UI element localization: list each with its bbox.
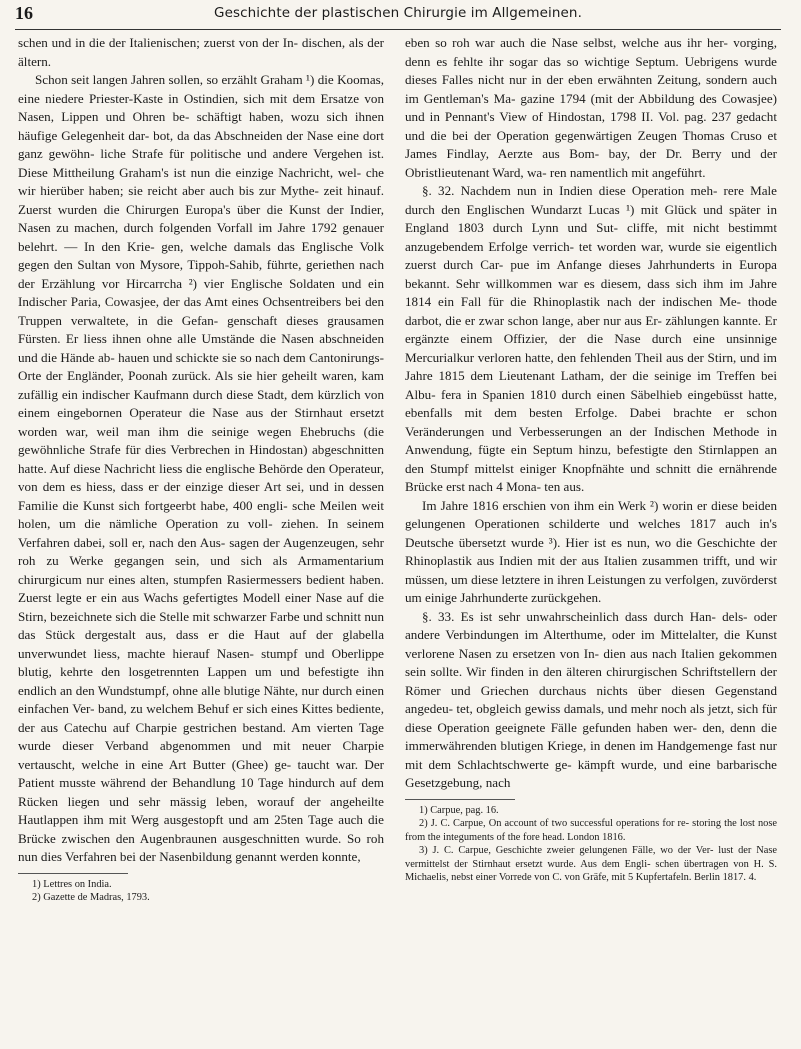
running-head: Geschichte der plastischen Chirurgie im Allgemeinen. — [214, 5, 582, 21]
right-paragraph-1: eben so roh war auch die Nase selbst, welche aus ihr her- vorging, denn es fehlte ihr sogar das so wichtige Septum. Uebrigens wurde dieses Falles nicht nur in der eben erwähnten Zeitung, sondern auch im Gentleman's Ma- gazine 1794 (mit der Abbildung des Cowasjee) und in Pennant's View of Hindostan, 1798 II. Vol. pag. 237 gedacht und die bei der Operation gegenwärtigen Zeugen Thomas Cruso et James Findlay, Aerzte aus Bom- bay, der Dr. Berry und der Obristlieutenant Ward, wa- ren namentlich mit angeführt. — [405, 35, 777, 180]
footnote: 2) Gazette de Madras, 1793. — [32, 892, 150, 903]
left-column — [18, 34, 384, 905]
footnote: 1) Lettres on India. — [32, 878, 112, 890]
footnote: 3) J. C. Carpue, Geschichte zweier gelungenen Fälle, wo der Ver- lust der Nase vermittelst der Stirnhaut ersetzt wurde. Aus dem Engli- schen übertragen von H. S. Michaelis, nebst einer Vorrede von C. von Gräfe, mit 5 Kupfertafeln. Berlin 1817. 4. — [405, 845, 777, 883]
right-footnotes — [405, 804, 777, 885]
right-paragraph-3: Im Jahre 1816 erschien von ihm ein Werk ²) worin er diese beiden gelungenen Operationen schilderte und welches 1817 auch in's Deutsche übersetzt wurde ³). Hier ist es nun, wo die Geschichte der Rhinoplastik aus Indien mit der aus Italien zusammen trifft, und wir müssen, um diese letztere in ihren Leistungen zu verfolgen, zuvörderst um einige Jahrhunderte zurückgehen. — [405, 497, 777, 605]
footnote-rule — [18, 873, 128, 874]
right-column — [405, 34, 777, 885]
footnote-rule — [405, 799, 515, 800]
left-paragraph-2: Schon seit langen Jahren sollen, so erzählt Graham ¹) die Koomas, eine niedere Priester-Kaste in Ostindien, sich mit dem Ersatze von Nasen, Lippen und Ohren be- schäftigt haben, wozu sich ihnen häufige Gelegenheit dar- bot, da das Abschneiden der Nase eine dort ganz gewöhn- liche Strafe für politische und andere Vergehen ist. Diese Mittheilung Graham's ist nun die einzige Nachricht, wel- che wir hierüber haben; sie reicht aber auch bis zur Mythe- zeit hinauf. Zuerst wurden die Chirurgen Europa's über die Kunst der Indier, Nasen zu machen, durch folgenden Vorfall im Jahre 1792 genauer belehrt. — In den Krie- gen, welche damals das Englische Volk gegen den Sultan von Mysore, Tippoh-Sahib, führte, geriethen nach der Erzählung vor Hircarrcha ²) vier Englische Soldaten und ein Indischer Paria, Cowasjee, der das Amt eines Ochsentreibers bei den Truppen verwaltete, in die Gefan- genschaft dieses grausamen Fürsten. Er liess ihnen ohne alle Umstände die Nasen abschneiden und die Hände ab- hauen und schickte sie so nach dem Cantonirungs-Orte der Engländer, Poonah zurück. Als sie hier geheilt waren, kam zufällig ein indischer Kaufmann durch diese Stadt, dem kürzlich von einem eingebornen Operateur die Nase aus der Stirnhaut ersetzt worden war, weil man ihm die seinige wegen Ehebruchs (die gewöhnliche Strafe für dies Verbrechen in Hindostan) abgeschnitten hatte. Auf diese Nachricht liess die englische Behörde den Operateur, von dem es hiess, dass er der einzige dieser Art sei, und in dessen Familie die Kunst sich fortgeerbt habe, 400 engli- sche Meilen weit holen, um die nämliche Operation zu voll- ziehen. In seinem Verfahren dabei, soll er, nach den Aus- sagen der Augenzeugen, sehr roh zu Werke gegangen sein, und sich als Armamentarium chirurgicum nur eines alten, stumpfen Rasiermessers bedient haben. Zuerst legte er ein aus Wachs gefertigtes Modell einer Nase auf die Stirn, bezeichnete sich die Stelle mit schwarzer Farbe und schnitt nun das Stück dergestalt aus, dass er die Haut auf der glabella unverwundet liess, machte hierauf Nasen- stumpf und Oberlippe blutig, kehrte den losgetrennten Lappen um und befestigte ihn endlich an den Wundstumpf, ohne alle blutige Nähte, nur durch einen einfachen Ver- band, zu welchem Behuf er sich eines Kittes bediente, der aus Catechu auf Charpie gestrichen bestand. Am vierten Tage wurde dieser Verband abgenommen und mit neuer Charpie vertauscht, welche in eine Art Butter (Ghee) ge- taucht war. Der Patient musste während der Behandlung 10 Tage hindurch auf dem Rücken liegen und sehr mässig leben, worauf der angeheilte Hautlappen ihm mit Werg ausgestopft und am 25ten Tage auch die Brücke zwischen den Augenbraunen ausgeschnitten wurde. So roh nun dies Verfahren bei der Nasenbildung genannt werden konnte, — [18, 72, 384, 864]
footnote: 1) Carpue, pag. 16. — [419, 804, 499, 816]
page-number: 16 — [15, 3, 33, 23]
page-header — [15, 3, 781, 30]
right-paragraph-section-33: §. 33. Es ist sehr unwahrscheinlich dass durch Han- dels- oder andere Verbindungen im Alterthume, oder im Mittelalter, die Kunst verlorene Nasen zu ersetzen von In- dien aus nach Italien gekommen sein sollte. Wir finden in den älteren chirurgischen Schriftstellern der Römer und Griechen durchaus nichts über diesen Gegenstand angedeu- tet, obgleich gewiss damals, und mehr noch als jetzt, sich für diese Operation geeignete Fälle gefunden haben wer- den, denn die immerwährenden blutigen Kriege, in denen im Handgemenge fast nur mit dem Schlachtschwerte ge- kämpft wurde, und eine barbarische Gesetzgebung, nach — [405, 608, 777, 790]
right-paragraph-section-32: §. 32. Nachdem nun in Indien diese Operation meh- rere Male durch den Englischen Wundarzt Lucas ¹) mit Glück und später in England 1803 durch Lynn und Sut- cliffe, mit nicht bestimmt anzugebendem Erfolge verrich- tet worden war, wurde sie eigentlich zuerst durch Car- pue im Anfange dieses Jahrhunderts in Europa bekannt. Sehr willkommen war es diesem, dass sich ihm im Jahre 1814 ein Fall für die Rhinoplastik nach der indischen Me- thode darbot, die er zwar schon lange, aber nur aus Er- zählungen kannte. Er ergänzte einem Offizier, der die Nase durch eine unsinnige Mercurialkur verloren hatte, den fehlenden Theil aus der Stirn, und im Jahre 1815 dem Lieutenant Latham, der die seinige im Treffen bei Albu- fera in Spanien 1810 durch einen Säbelhieb eingebüsst hatte, ebenfalls mit dem besten Erfolge. Dabei brachte er schon Veränderungen und Verbesserungen an der Indischen Methode in Anwendung, fügte ein Septum hinzu, befestigte den Stirnlappen an den Stumpf mittelst einiger Knopfnähte und schnitt die ernährende Brücke erst nach 4 Mona- ten aus. — [405, 183, 777, 494]
left-paragraph-1: schen und in die der Italienischen; zuerst von der In- dischen, als der ältern. — [18, 35, 384, 69]
left-footnotes — [18, 878, 384, 905]
footnote: 2) J. C. Carpue, On account of two successful operations for re- storing the lost nose from the integuments of the fore head. London 1816. — [405, 818, 777, 843]
